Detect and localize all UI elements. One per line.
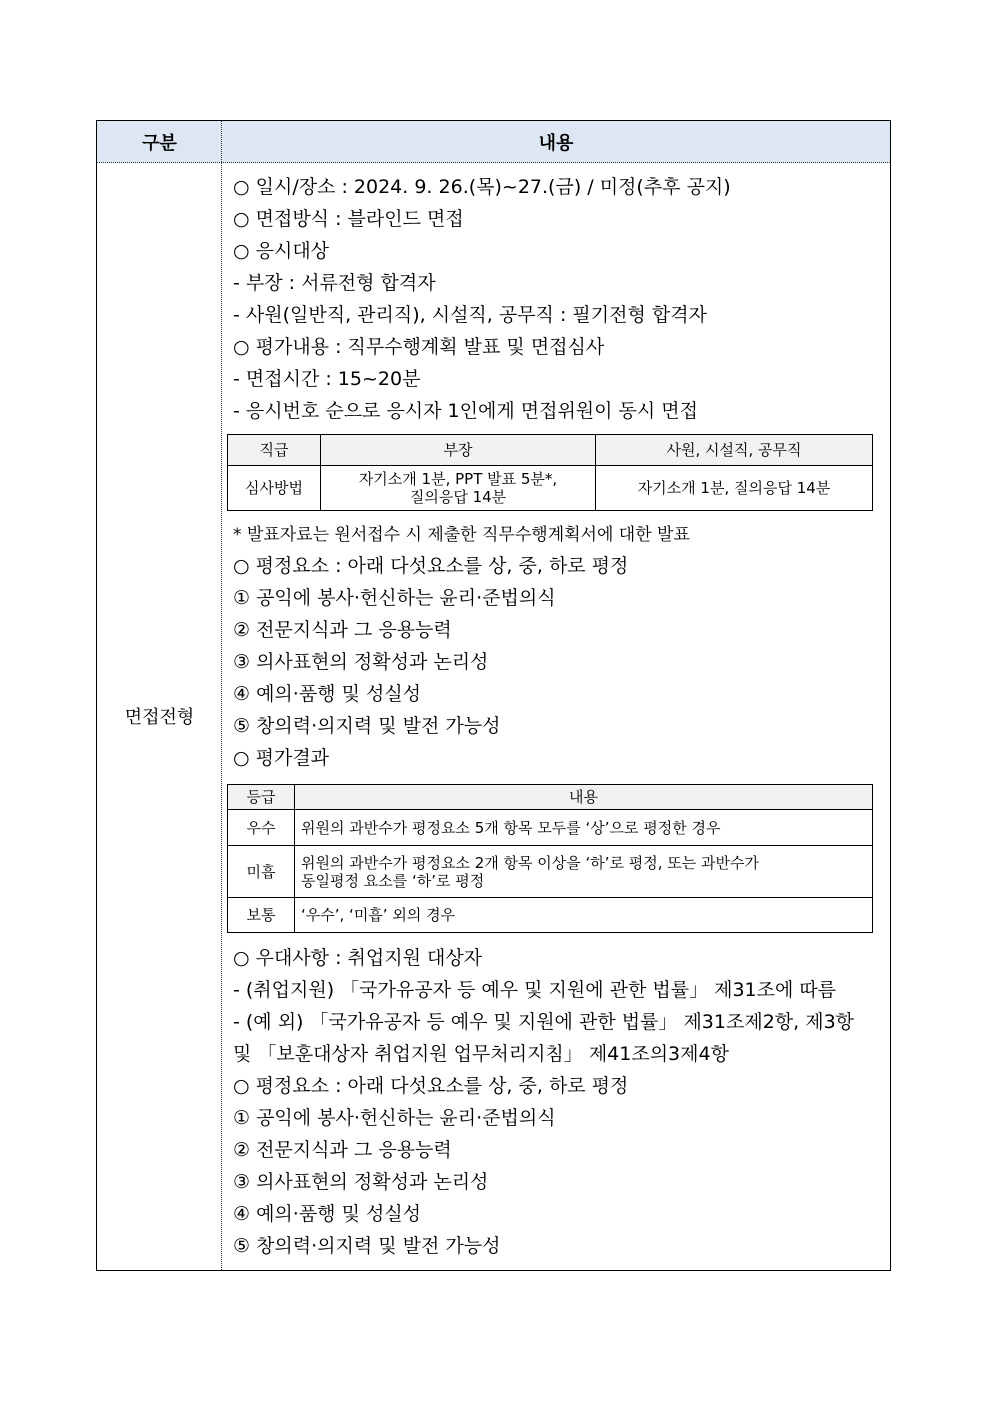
line-schedule: ○ 일시/장소 : 2024. 9. 26.(목)~27.(금) / 미정(추후 공지)	[233, 176, 731, 198]
method-header-rank: 직급	[228, 435, 321, 466]
result-table	[227, 784, 873, 933]
method-header-manager: 부장	[321, 435, 596, 466]
result-desc: 위원의 과반수가 평정요소 5개 항목 모두를 ‘상’으로 평정한 경우	[295, 810, 873, 846]
method-row-label: 심사방법	[228, 466, 321, 511]
line-preference-exception-cont: 및 「보훈대상자 취업지원 업무처리지침」 제41조의3제4항	[233, 1043, 729, 1065]
criteria2-item-1: ① 공익에 봉사·헌신하는 윤리·준법의식	[233, 1107, 556, 1129]
header-content: 내용	[538, 132, 574, 154]
result-desc	[295, 846, 873, 898]
line-target: ○ 응시대상	[233, 240, 330, 262]
line-target-manager: - 부장 : 서류전형 합격자	[233, 272, 436, 294]
criteria-item-3: ③ 의사표현의 정확성과 논리성	[233, 651, 489, 673]
criteria2-item-5: ⑤ 창의력·의지력 및 발전 가능성	[233, 1235, 501, 1257]
line-method: ○ 면접방식 : 블라인드 면접	[233, 208, 464, 230]
criteria2-item-2: ② 전문지식과 그 응용능력	[233, 1139, 452, 1161]
result-desc: ‘우수’, ‘미흡’ 외의 경우	[295, 898, 873, 933]
result-header-grade: 등급	[228, 785, 295, 810]
presentation-note: * 발표자료는 원서접수 시 제출한 직무수행계획서에 대한 발표	[233, 525, 690, 545]
line-preference: ○ 우대사항 : 취업지원 대상자	[233, 947, 483, 969]
line-preference-exception: - (예 외) 「국가유공자 등 예우 및 지원에 관한 법률」 제31조제2항, 제3항	[233, 1011, 855, 1033]
result-grade: 우수	[228, 810, 295, 846]
table-row	[228, 810, 873, 846]
result-grade: 보통	[228, 898, 295, 933]
method-cell-manager-line1: 자기소개 1분, PPT 발표 5분*,	[358, 470, 558, 488]
criteria-item-4: ④ 예의·품행 및 성실성	[233, 683, 422, 705]
criteria-item-5: ⑤ 창의력·의지력 및 발전 가능성	[233, 715, 501, 737]
table-row	[228, 898, 873, 933]
method-cell-manager	[321, 466, 596, 511]
category-label: 면접전형	[124, 707, 195, 728]
line-criteria: ○ 평정요소 : 아래 다섯요소를 상, 중, 하로 평정	[233, 555, 629, 577]
result-desc-line1: 위원의 과반수가 평정요소 2개 항목 이상을 ‘하’로 평정, 또는 과반수가	[301, 853, 759, 872]
table-row	[228, 846, 873, 898]
line-preference-support: - (취업지원) 「국가유공자 등 예우 및 지원에 관한 법률」 제31조에 따름	[233, 979, 837, 1001]
method-header-staff: 사원, 시설직, 공무직	[596, 435, 873, 466]
criteria2-item-3: ③ 의사표현의 정확성과 논리성	[233, 1171, 489, 1193]
line-result: ○ 평가결과	[233, 747, 330, 769]
header-category: 구분	[142, 132, 177, 154]
criteria-item-1: ① 공익에 봉사·헌신하는 윤리·준법의식	[233, 587, 556, 609]
line-eval-content: ○ 평가내용 : 직무수행계획 발표 및 면접심사	[233, 336, 605, 358]
method-cell-staff: 자기소개 1분, 질의응답 14분	[596, 466, 873, 511]
result-grade: 미흡	[228, 846, 295, 898]
result-desc-line2: 동일평정 요소를 ‘하’로 평정	[301, 871, 485, 890]
table-header	[97, 121, 890, 163]
method-table	[227, 434, 873, 511]
line-interview-time: - 면접시간 : 15~20분	[233, 368, 421, 390]
line-target-staff: - 사원(일반직, 관리직), 시설직, 공무직 : 필기전형 합격자	[233, 304, 707, 326]
method-cell-manager-line2: 질의응답 14분	[409, 488, 507, 506]
criteria-item-2: ② 전문지식과 그 응용능력	[233, 619, 452, 641]
line-interview-order: - 응시번호 순으로 응시자 1인에게 면접위원이 동시 면접	[233, 400, 699, 422]
line-criteria-2: ○ 평정요소 : 아래 다섯요소를 상, 중, 하로 평정	[233, 1075, 629, 1097]
criteria2-item-4: ④ 예의·품행 및 성실성	[233, 1203, 422, 1225]
result-header-content: 내용	[295, 785, 873, 810]
recruitment-table	[96, 120, 891, 1271]
